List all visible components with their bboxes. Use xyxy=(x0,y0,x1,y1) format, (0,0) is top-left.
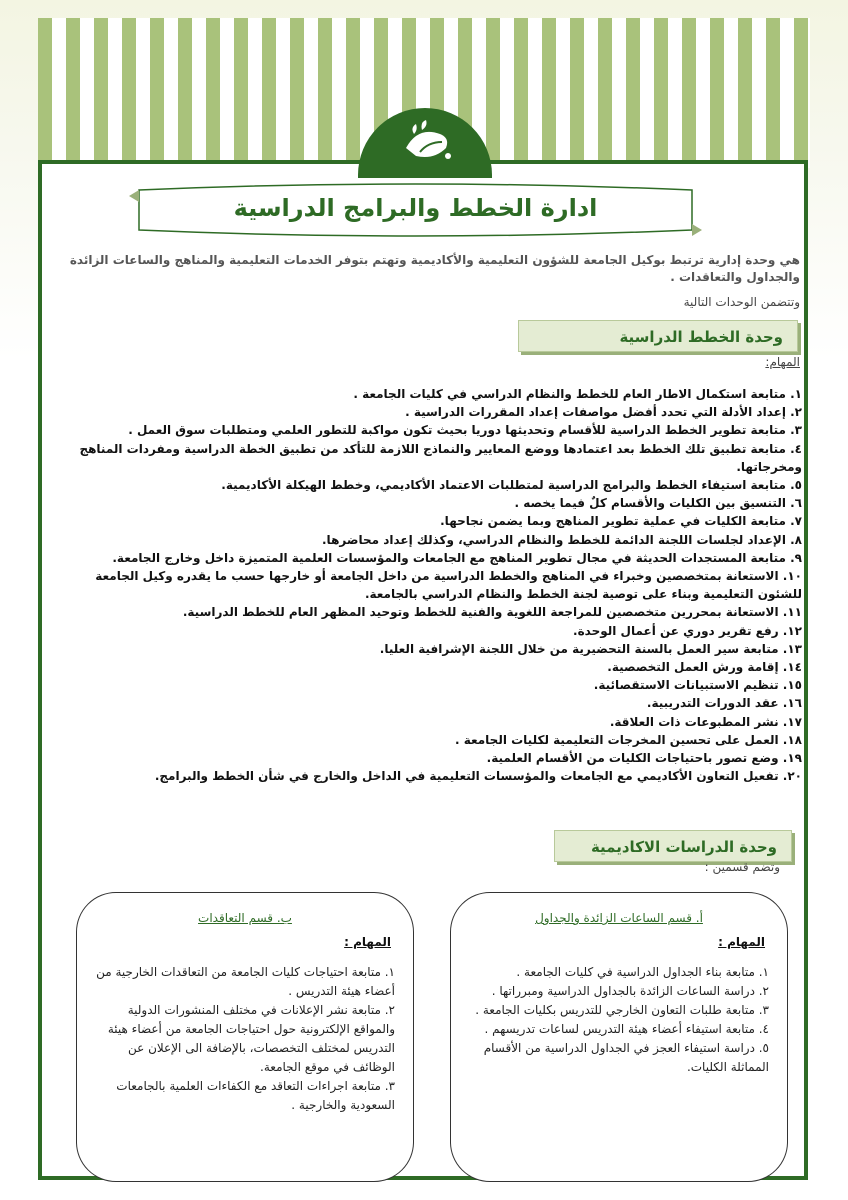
department-box-extra-hours xyxy=(450,892,788,1182)
department-task-list xyxy=(95,963,395,1115)
list-item: ١٢. رفع تقرير دوري عن أعمال الوحدة. xyxy=(573,623,802,638)
list-item: ١٣. متابعة سير العمل بالسنة التحضيرية من خلال اللجنة الإشرافية العليا. xyxy=(379,641,802,656)
list-item: ١. متابعة بناء الجداول الدراسية في كليات الجامعة . xyxy=(516,965,769,979)
department-box-contracts xyxy=(76,892,414,1182)
list-item: ٤. متابعة استيفاء أعضاء هيئة التدريس لساعات تدريسهم . xyxy=(484,1022,769,1036)
section-heading-academic-studies: وحدة الدراسات الاكاديمية xyxy=(554,830,792,862)
list-item: ٣. متابعة تطوير الخطط الدراسية للأقسام وتحديثها دوريا بحيث تكون مواكبة للتطور العلمي ومتطلبات سوق العمل . xyxy=(128,423,802,438)
list-item: ١. متابعة استكمال الاطار العام للخطط والنظام الدراسي في كليات الجامعة . xyxy=(353,387,802,401)
list-item: ٨. الإعداد لجلسات اللجنة الدائمة للخطط والنظام الدراسي، وكذلك إعداد محاضرها. xyxy=(322,532,802,547)
list-item: ١٠. الاستعانة بمتخصصين وخبراء في المناهج والخطط الدراسية من داخل الجامعة أو خارجها حسب ما يقدره وكيل الجامعة للشئون التعليمية وبناء على توصية لجنة الخطط والنظام الدراسي بالجامعة. xyxy=(95,569,802,602)
list-item: ١٤. إقامة ورش العمل التخصصية. xyxy=(607,660,802,675)
tasks-label: المهام : xyxy=(344,935,391,949)
list-item: ٣. متابعة طلبات التعاون الخارجي للتدريس بكليات الجامعة . xyxy=(475,1003,769,1017)
list-item: ٢. دراسة الساعات الزائدة بالجداول الدراسية ومبرراتها . xyxy=(491,984,769,998)
list-item: ٩. متابعة المستجدات الحديثة في مجال تطوير المناهج مع الجامعات والمؤسسات العلمية المتميزة داخل وخارج الجامعة. xyxy=(112,550,802,565)
list-item: ١٧. نشر المطبوعات ذات العلاقة. xyxy=(609,714,802,729)
list-item: ٢٠. تفعيل التعاون الأكاديمي مع الجامعات والمؤسسات التعليمية في الداخل والخارج في شأن الخطط والبرامج. xyxy=(154,769,802,784)
department-task-list xyxy=(469,963,769,1077)
list-item: ٢. متابعة نشر الإعلانات في مختلف المنشورات الدولية والمواقع الإلكترونية حول احتياجات الجامعة من أعضاء هيئة التدريس لمختلف التخصصات، بالإضافة الى الإعلان عن الوظائف في موقع الجامعة. xyxy=(107,1003,395,1074)
includes-text: وتتضمن الوحدات التالية xyxy=(683,295,800,309)
list-item: ٤. متابعة تطبيق تلك الخطط بعد اعتمادها ووضع المعايير والنماذج اللازمة للتأكد من تطبيق الخطة الدراسية ومفردات المناهج ومخرجاتها. xyxy=(79,441,802,474)
intro-paragraph: هي وحدة إدارية ترتبط بوكيل الجامعة للشؤون التعليمية والأكاديمية وتهتم بتوفر الخدمات التعليمية والمناهج والساعات الزائدة والجداول والتعاقدات . xyxy=(69,253,800,284)
list-item: ٥. متابعة استيفاء الخطط والبرامج الدراسية لمتطلبات الاعتماد الأكاديمي، وخطط الهيكلة الأكاديمية. xyxy=(221,478,802,493)
department-title: ب. قسم التعاقدات xyxy=(198,911,292,925)
leaf-emblem-icon xyxy=(358,108,492,178)
tasks-label: المهام : xyxy=(718,935,765,949)
department-title: أ. قسم الساعات الزائدة والجداول xyxy=(535,911,703,925)
list-item: ١٨. العمل على تحسين المخرجات التعليمية لكليات الجامعة . xyxy=(454,732,802,747)
list-item: ١٩. وضع تصور باحتياجات الكليات من الأقسام العلمية. xyxy=(486,751,802,766)
page-title: ادارة الخطط والبرامج الدراسية xyxy=(233,194,598,222)
section-heading-study-plans: وحدة الخطط الدراسية xyxy=(518,320,798,352)
tasks-label: المهام: xyxy=(765,355,800,369)
list-item: ١١. الاستعانة بمحررين متخصصين للمراجعة اللغوية والفنية للخطط وتوحيد المظهر العام للخطط الدراسية. xyxy=(182,605,802,620)
two-departments-text: وتضم قسمين : xyxy=(704,860,780,874)
list-item: ١٦. عقد الدورات التدريبية. xyxy=(646,696,802,711)
list-item: ١. متابعة احتياجات كليات الجامعة من التعاقدات الخارجية من أعضاء هيئة التدريس . xyxy=(96,965,395,998)
list-item: ٦. التنسيق بين الكليات والأقسام كلٌ فيما يخصه . xyxy=(514,496,802,511)
list-item: ٥. دراسة استيفاء العجز في الجداول الدراسية من الأقسام المماثلة الكليات. xyxy=(483,1041,769,1074)
study-plans-task-list xyxy=(52,385,802,785)
list-item: ٧. متابعة الكليات في عملية تطوير المناهج وبما يضمن نجاحها. xyxy=(440,514,802,529)
list-item: ١٥. تنظيم الاستبيانات الاستقصائية. xyxy=(593,678,802,693)
list-item: ٣. متابعة اجراءات التعاقد مع الكفاءات العلمية بالجامعات السعودية والخارجية . xyxy=(116,1079,395,1112)
list-item: ٢. إعداد الأدلة التي تحدد أفضل مواصفات إعداد المقررات الدراسية . xyxy=(405,405,802,420)
